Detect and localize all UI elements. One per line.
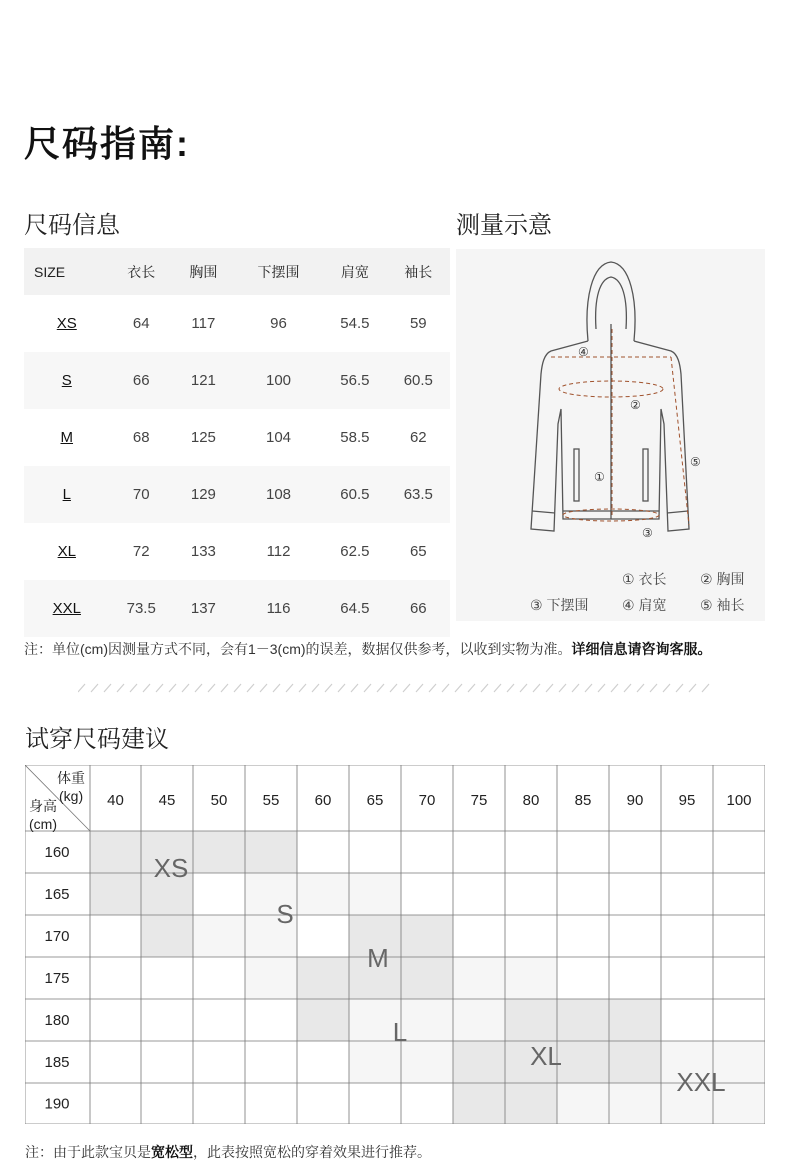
height-header: 190 [44, 1095, 70, 1113]
table-cell: 60.5 [387, 352, 450, 409]
divider-dash [637, 684, 644, 692]
divider-dash [377, 684, 384, 692]
divider-dash [611, 684, 618, 692]
size-label-xl: XL [530, 1041, 562, 1071]
fit-cell-fill [609, 1041, 661, 1083]
measure-sleeve-line [671, 357, 689, 525]
fit-cell-fill [349, 1041, 401, 1083]
divider-dash [585, 684, 592, 692]
weight-header: 90 [626, 792, 644, 809]
size-label-m: M [367, 943, 389, 973]
table-cell: 66 [110, 352, 173, 409]
fit-cell-fill [193, 831, 245, 873]
table-cell: 133 [190, 543, 216, 560]
fit-cell-fill [505, 957, 557, 999]
divider-dash [351, 684, 358, 692]
divider-dash [676, 684, 683, 692]
fit-cell-fill [557, 1083, 609, 1124]
table-cell: 64 [132, 315, 150, 332]
table-cell: 117 [191, 315, 216, 332]
fit-note-bold: 宽松型 [151, 1144, 193, 1160]
table-cell: 116 [234, 580, 323, 637]
divider-dash [481, 684, 488, 692]
fit-note-suffix: ，此表按照宽松的穿着效果进行推荐。 [193, 1144, 431, 1160]
divider-dash [364, 684, 371, 692]
corner-height: 身高 [29, 798, 57, 814]
table-cell: 121 [173, 352, 234, 409]
fit-cell-fill [245, 831, 297, 873]
divider-dash [416, 684, 423, 692]
divider-dash [507, 684, 514, 692]
fit-cell-fill [193, 915, 245, 957]
divider-dash [325, 684, 332, 692]
divider-dash [533, 684, 540, 692]
table-cell: 62.5 [340, 543, 370, 560]
table-cell: 137 [173, 580, 234, 637]
divider-dash [221, 684, 228, 692]
fit-cell-fill [141, 915, 193, 957]
jacket-body [531, 341, 689, 531]
weight-header: 40 [107, 792, 124, 809]
weight-header: 55 [262, 792, 280, 809]
weight-header: 45 [158, 792, 176, 809]
table-cell: 125 [190, 429, 216, 446]
legend-shoulder: ④ 肩宽 [622, 597, 667, 613]
fit-cell-fill [297, 999, 349, 1041]
fit-cell-fill [90, 873, 141, 915]
table-cell: 59 [409, 315, 427, 332]
table-cell: 64.5 [323, 580, 386, 637]
legend-hem: ③ 下摆围 [530, 597, 589, 613]
divider-dash [234, 684, 241, 692]
divider-dash [546, 684, 553, 692]
size-info-heading: 尺码信息 [24, 212, 120, 239]
divider-dash [130, 684, 137, 692]
measure-note-bold: 详细信息请咨询客服。 [571, 641, 712, 657]
divider-dash [143, 684, 150, 692]
table-cell: 54.5 [340, 315, 370, 332]
fit-grid-svg [25, 765, 765, 1124]
table-cell: 56.5 [323, 352, 386, 409]
fit-cell-fill [401, 915, 453, 957]
fit-cell-fill [453, 999, 505, 1041]
fit-cell-fill [557, 1041, 609, 1083]
measure-note [24, 639, 712, 659]
divider-dash [494, 684, 501, 692]
fit-cell-fill [349, 873, 401, 915]
marker-3: ③ [642, 526, 653, 540]
size-table-header [24, 248, 450, 295]
size-table [24, 248, 450, 637]
table-cell: 60.5 [323, 466, 386, 523]
table-cell: 112 [266, 543, 291, 560]
size-cell: M [60, 429, 74, 446]
divider-dash [299, 684, 306, 692]
divider-dash [338, 684, 345, 692]
fit-cell-fill [401, 957, 453, 999]
jacket-illustration [456, 249, 765, 549]
table-cell: 73.5 [110, 580, 173, 637]
height-header: 165 [44, 886, 70, 903]
corner-weight-unit: (kg) [59, 788, 84, 804]
height-header: 160 [44, 844, 70, 861]
divider-dash [624, 684, 631, 692]
divider-dash [702, 684, 709, 692]
column-header: 袖长 [387, 248, 450, 295]
table-cell: 70 [110, 466, 173, 523]
marker-1: ① [594, 470, 605, 484]
weight-header: 65 [366, 792, 384, 809]
divider-dash [182, 684, 189, 692]
size-cell: XL [57, 543, 76, 560]
table-cell: 72 [132, 543, 150, 560]
section-divider [78, 683, 718, 693]
size-cell: XS [56, 315, 77, 332]
corner-height-unit: (cm) [29, 816, 57, 832]
fit-note [25, 1142, 431, 1162]
column-header: 衣长 [110, 248, 173, 295]
corner-weight: 体重 [57, 770, 85, 786]
table-cell: 65 [409, 543, 427, 560]
fit-cell-fill [557, 999, 609, 1041]
table-row [24, 409, 450, 466]
divider-dash [650, 684, 657, 692]
height-header: 170 [44, 928, 70, 945]
fit-cell-fill [297, 873, 349, 915]
weight-header: 85 [574, 792, 592, 809]
fit-note-prefix: 注：由于此款宝贝是 [25, 1144, 151, 1160]
fit-cell-fill [505, 1083, 557, 1124]
table-cell: 104 [266, 429, 292, 446]
size-label-xs: XS [153, 853, 189, 883]
column-header: 下摆围 [234, 248, 323, 295]
measure-diagram [456, 249, 765, 621]
fit-grid [25, 765, 765, 1124]
marker-5: ⑤ [690, 455, 701, 469]
divider-dash [455, 684, 462, 692]
page-title: 尺码指南: [24, 123, 190, 164]
measure-heading: 测量示意 [456, 212, 552, 239]
divider-dash [442, 684, 449, 692]
divider-dash [195, 684, 202, 692]
weight-header: 50 [210, 792, 228, 809]
table-cell: 108 [234, 466, 323, 523]
height-header: 185 [44, 1054, 70, 1071]
weight-header: 100 [726, 792, 752, 809]
divider-dash [247, 684, 254, 692]
table-row [24, 466, 450, 523]
divider-dash [429, 684, 436, 692]
table-cell: 62 [409, 429, 427, 446]
weight-header: 60 [314, 792, 332, 809]
weight-header: 75 [470, 792, 488, 809]
divider-dash [117, 684, 124, 692]
table-cell: 68 [132, 429, 150, 446]
table-row [24, 352, 450, 409]
weight-header: 95 [678, 792, 696, 809]
fit-cell-fill [90, 831, 141, 873]
legend-length: ① 衣长 [622, 571, 667, 587]
divider-dash [78, 684, 85, 692]
divider-dash [260, 684, 267, 692]
table-cell: 96 [270, 315, 287, 332]
fit-cell-fill [453, 1041, 505, 1083]
divider-dash [468, 684, 475, 692]
divider-dash [169, 684, 176, 692]
weight-header: 70 [418, 792, 436, 809]
table-cell: 100 [234, 352, 323, 409]
divider-dash [286, 684, 293, 692]
divider-dash [104, 684, 111, 692]
divider-dash [598, 684, 605, 692]
divider-dash [403, 684, 410, 692]
table-row [24, 295, 450, 352]
legend-chest: ② 胸围 [700, 571, 745, 587]
fit-cell-fill [245, 957, 297, 999]
fit-cell-fill [297, 957, 349, 999]
column-header: 胸围 [173, 248, 234, 295]
size-cell: L [24, 466, 110, 523]
divider-dash [208, 684, 215, 692]
divider-dash [689, 684, 696, 692]
table-row [24, 580, 450, 637]
height-header: 175 [44, 970, 70, 987]
marker-2: ② [630, 398, 641, 412]
fit-cell-fill [401, 999, 453, 1041]
divider-dash [91, 684, 98, 692]
fit-cell-fill [609, 999, 661, 1041]
table-cell: 63.5 [387, 466, 450, 523]
fit-cell-fill [453, 957, 505, 999]
marker-4: ④ [578, 345, 589, 359]
divider-dash [312, 684, 319, 692]
fit-cell-fill [505, 999, 557, 1041]
size-label-l: L [392, 1017, 408, 1047]
measure-note-text: 注：单位(cm)因测量方式不同，会有1－3(cm)的误差，数据仅供参考，以收到实物为准。 [24, 641, 572, 657]
divider-dash [559, 684, 566, 692]
weight-header: 80 [522, 792, 540, 809]
table-cell: 58.5 [340, 429, 370, 446]
size-cell: XXL [24, 580, 110, 637]
size-label-xxl: XXL [676, 1067, 726, 1097]
fit-cell-fill [609, 1083, 661, 1124]
column-header: SIZE [24, 248, 110, 295]
fit-cell-fill [401, 1041, 453, 1083]
height-header: 180 [44, 1012, 70, 1029]
column-header: 肩宽 [323, 248, 386, 295]
divider-dash [572, 684, 579, 692]
divider-dash [663, 684, 670, 692]
divider-dash [273, 684, 280, 692]
divider-dash [156, 684, 163, 692]
size-cell: S [24, 352, 110, 409]
legend-sleeve: ⑤ 袖长 [700, 597, 745, 613]
fit-cell-fill [453, 1083, 505, 1124]
fit-heading: 试穿尺码建议 [25, 726, 169, 753]
table-cell: 129 [173, 466, 234, 523]
table-row [24, 523, 450, 580]
divider-dash [520, 684, 527, 692]
table-cell: 66 [387, 580, 450, 637]
size-label-s: S [276, 899, 294, 929]
divider-dash [390, 684, 397, 692]
